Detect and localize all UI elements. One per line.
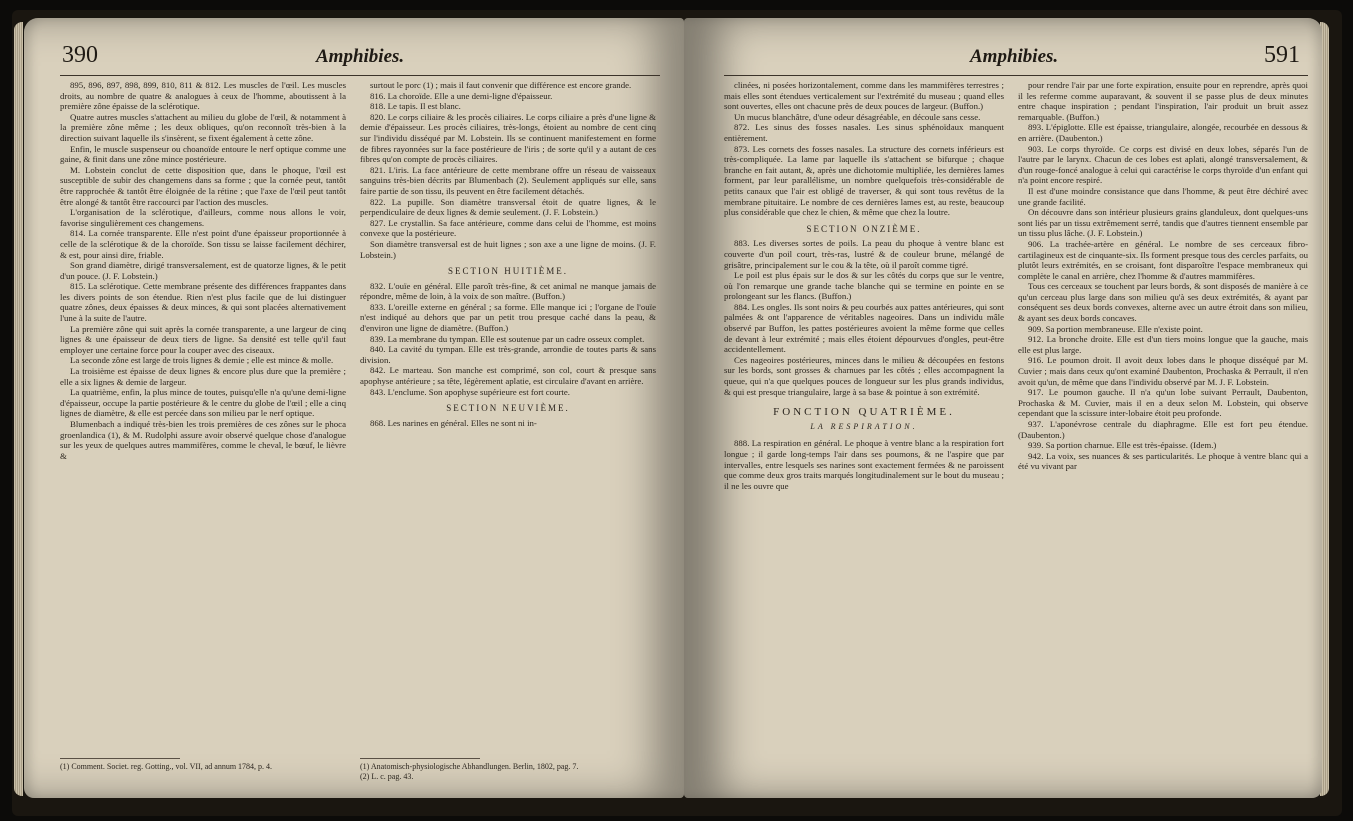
footnote-rule-left-2 bbox=[360, 758, 480, 759]
right-col2-paragraph: 912. La bronche droite. Elle est d'un tiers moins longue que la gauche, mais elle est plus large. bbox=[1018, 334, 1308, 355]
left-col1-paragraph: 814. La cornée transparente. Elle n'est point d'une épaisseur proportionnée à celle de la sclérotique & de la choroïde. Son tissu se laisse facilement déchirer, & est, pour ainsi dire, friable. bbox=[60, 228, 346, 260]
footnote-rule-left-1 bbox=[60, 758, 180, 759]
header-rule-left bbox=[60, 75, 660, 76]
right-page-column-2 bbox=[1018, 80, 1308, 472]
footnotes-left-col2 bbox=[360, 762, 656, 782]
footnote-line: (2) L. c. pag. 43. bbox=[360, 772, 414, 781]
footnote-line: (1) Anatomisch-physiologische Abhandlungen. Berlin, 1802, pag. 7. bbox=[360, 762, 579, 771]
left-col2-paragraph: 827. Le crystallin. Sa face antérieure, comme dans celui de l'homme, est moins convexe que la postérieure. bbox=[360, 217, 656, 239]
right-col2-paragraph: pour rendre l'air par une forte expiration, ensuite pour en reprendre, après quoi il les referme comme auparavant, & souvent il se passe plus de deux minutes entre chaque inspiration ; pendant l'inspiration, l'air produit un bruit assez remarquable. (Buffon.) bbox=[1018, 80, 1308, 122]
right-col1-paragraph: 872. Les sinus des fosses nasales. Les sinus sphénoïdaux manquent entièrement. bbox=[724, 122, 1004, 143]
right-col1-paragraph: 873. Les cornets des fosses nasales. La structure des cornets inférieurs est très-compliquée. La lame par laquelle ils s'attachent se bifurque ; chaque branche en fait autant, &, après une dichotomie multipliée, les dernières lames forment, par leur parallélisme, un nombre quelquefois très-considérable de petits canaux que l'air est obligé de traverser, & qui sont tous revêtus de la membrane pituitaire. Le nombre de ces dernières lames est, au reste, beaucoup plus considérable que chez le chien, & même que chez la loutre. bbox=[724, 143, 1004, 218]
left-page-column-1 bbox=[60, 80, 346, 461]
left-page-column-2 bbox=[360, 80, 656, 428]
right-col1-paragraph: Un mucus blanchâtre, d'une odeur désagréable, en découle sans cesse. bbox=[734, 111, 981, 122]
left-col2-paragraph: 821. L'iris. La face antérieure de cette membrane offre un réseau de vaisseaux sanguins très-bien décrits par Blumenbach (2). Seulement appliqués sur elle, sans faire partie de son tissu, ils peuvent en être facilement détachés. bbox=[360, 164, 656, 196]
right-col1-function-heading: FONCTION QUATRIÈME. bbox=[773, 406, 955, 419]
left-col2-section-heading: SECTION HUITIÈME. bbox=[448, 266, 568, 277]
left-col2-paragraph: 818. Le tapis. Il est blanc. bbox=[370, 101, 461, 112]
left-page bbox=[24, 18, 684, 798]
right-col1-section-heading: SECTION ONZIÈME. bbox=[806, 223, 922, 234]
right-col1-paragraph: 888. La respiration en général. Le phoque à ventre blanc a la respiration fort longue ; il garde long-temps l'air dans ses poumons, & ne l'aspire que par intervalles, entre lesquels ses narines sont exactement fermées & ne paroissent que comme deux gros traits marqués longitudinalement sur le bout du museau ; il ne les ouvre que bbox=[724, 438, 1004, 491]
left-col1-paragraph: L'organisation de la sclérotique, d'ailleurs, comme nous allons le voir, favorise singulièrement ces changemens. bbox=[60, 207, 346, 228]
right-col2-paragraph: 893. L'épiglotte. Elle est épaisse, triangulaire, alongée, recourbée en dessous & en arrière. (Daubenton.) bbox=[1018, 122, 1308, 143]
page-edges-left bbox=[14, 22, 23, 796]
right-col1-paragraph: 884. Les ongles. Ils sont noirs & peu courbés aux pattes antérieures, qui sont palmées & ont l'apparence de véritables nageoires. Dans un individu mâle observé par Buffon, les pattes postérieures avoient la même forme que celles de devant à leur extrémité ; mais elles étoient dépourvues d'ongles, peut-être accidentellement. bbox=[724, 301, 1004, 355]
left-col1-paragraph: La quatrième, enfin, la plus mince de toutes, puisqu'elle n'a qu'une demi-ligne d'épaisseur, occupe la partie postérieure & le centre du globe de l'œil ; elle a cinq lignes de diamètre, & elle est percée dans son milieu par le nerf optique. bbox=[60, 387, 346, 419]
right-page-column-1 bbox=[724, 80, 1004, 491]
left-col2-paragraph: 816. La choroïde. Elle a une demi-ligne d'épaisseur. bbox=[370, 90, 553, 101]
right-col2-paragraph: 939. Sa portion charnue. Elle est très-épaisse. (Idem.) bbox=[1028, 440, 1217, 451]
left-col1-paragraph: 895, 896, 897, 898, 899, 810, 811 & 812. Les muscles de l'œil. Les muscles droits, au nombre de quatre & analogues à ceux de l'homme, aboutissent à la première zône épaisse de la sclérotique. bbox=[60, 80, 346, 112]
left-col1-paragraph: La seconde zône est large de trois lignes & demie ; elle est mince & molle. bbox=[70, 355, 334, 366]
left-col1-paragraph: 815. La sclérotique. Cette membrane présente des différences frappantes dans les divers points de son étendue. Rien n'est plus facile que de lui distinguer quatre zônes, deux épaisses & deux minces, & qui sont placées alternativement l'une à la suite de l'autre. bbox=[60, 281, 346, 324]
left-col1-paragraph: Enfin, le muscle suspenseur ou choanoïde entoure le nerf optique comme une gaine, & finit dans une zône mince postérieure. bbox=[60, 143, 346, 165]
left-col2-paragraph: 832. L'ouïe en général. Elle paroît très-fine, & cet animal ne manque jamais de répondre, même de loin, à la voix de son maître. (Buffon.) bbox=[360, 280, 656, 302]
running-head-left: Amphibies. bbox=[316, 46, 405, 67]
right-col1-paragraph: 883. Les diverses sortes de poils. La peau du phoque à ventre blanc est couverte d'un poil court, très-ras, lustré & de couleur brune, mélangé de grisâtre, principalement sur le cou & la tête, où il paroît comme tigré. bbox=[724, 238, 1004, 270]
footnote-left-col1: (1) Comment. Societ. reg. Gotting., vol. VII, ad annum 1784, p. 4. bbox=[60, 762, 273, 771]
left-col2-paragraph: 820. Le corps ciliaire & les procès ciliaires. Le corps ciliaire a près d'une ligne & demie d'épaisseur. Les procès ciliaires, très-longs, étoient au nombre de cent cinq sur l'individu disséqué par M. Lobstein. Ils se continuent manifestement en forme de fibres rayonnées sur la face postérieure de l'iris ; de sorte qu'il y a autant de ces fibres qu'on compte de procès ciliaires. bbox=[360, 111, 656, 165]
left-col1-paragraph: La troisième est épaisse de deux lignes & encore plus dure que la première ; elle a six lignes & demie de largeur. bbox=[60, 366, 346, 387]
right-col2-paragraph: 916. Le poumon droit. Il avoit deux lobes dans le phoque disséqué par M. Cuvier ; mais dans ceux qu'ont examiné Daubenton, Prochaska & Perrault, il n'en avoit qu'un, de même que dans l'individu observé par M. J. F. Lobstein. bbox=[1018, 355, 1308, 387]
left-col1-paragraph: Blumenbach a indiqué très-bien les trois premières de ces zônes sur le phoca groenlandica (1), & M. Rudolphi assure avoir observé quelque chose d'analogue sur les yeux de quelques autres mammifères, comme le cheval, le bœuf, le lièvre & bbox=[60, 419, 346, 461]
left-col1-paragraph: La première zône qui suit après la cornée transparente, a une largeur de cinq lignes & une épaisseur de deux tiers de ligne. Sa densité est telle qu'il faut employer une certaine force pour la couper avec des ciseaux. bbox=[60, 323, 346, 355]
right-col1-paragraph: clinées, ni posées horizontalement, comme dans les mammifères terrestres ; mais elles sont étendues verticalement sur l'extrémité du museau ; quand elles sont ouvertes, elles ont chacune près de deux pouces de largeur. (Buffon.) bbox=[724, 80, 1004, 112]
right-col2-paragraph: 937. L'aponévrose centrale du diaphragme. Elle est fort peu étendue. (Daubenton.) bbox=[1018, 419, 1308, 440]
right-col2-paragraph: Il est d'une moindre consistance que dans l'homme, & peut être déchiré avec une grande facilité. bbox=[1018, 185, 1308, 207]
page-number-right: 591 bbox=[1264, 42, 1300, 68]
left-col2-section-heading: SECTION NEUVIÈME. bbox=[446, 403, 570, 414]
running-head-right: Amphibies. bbox=[970, 46, 1059, 67]
header-rule-right bbox=[724, 75, 1308, 76]
right-col2-paragraph: Tous ces cerceaux se touchent par leurs bords, & sont disposés de manière à ce qu'un cerceau plus large dans son milieu qu'à ses deux extrémités, & ayant par conséquent ses deux bords convexes, alterne avec un autre étroit dans son milieu, & ayant ses deux bords concaves. bbox=[1018, 281, 1308, 324]
right-col1-paragraph: Ces nageoires postérieures, minces dans le milieu & découpées en festons sur les bords, sont grosses & charnues par les côtés ; elles accompagnent la queue, qui n'a que quelques pouces de longueur sur les plus grands individus, & qui est presque triangulaire, large à sa base & pointue à son extrémité. bbox=[724, 354, 1004, 397]
right-col1-subheading: LA RESPIRATION. bbox=[810, 421, 918, 431]
right-col2-paragraph: 909. Sa portion membraneuse. Elle n'existe point. bbox=[1028, 323, 1203, 334]
left-col1-paragraph: Quatre autres muscles s'attachent au milieu du globe de l'œil, & notamment à la première zône même ; les deux obliques, qu'on reconnoît très-bien à la direction suivant laquelle ils s'insèrent, se fixent également à cette zône. bbox=[60, 111, 346, 143]
left-col2-paragraph: 868. Les narines en général. Elles ne sont ni in- bbox=[370, 417, 537, 428]
left-col2-paragraph: 842. Le marteau. Son manche est comprimé, son col, court & presque sans apophyse antérieure ; sa tête, légèrement aplatie, est circulaire d'avant en arrière. bbox=[360, 365, 656, 387]
left-col2-paragraph: surtout le porc (1) ; mais il faut convenir que différence est encore grande. bbox=[370, 80, 632, 90]
right-col1-paragraph: Le poil est plus épais sur le dos & sur les côtés du corps que sur le ventre, où l'on remarque une grande tache blanche qui se termine en pointe en se prolongeant sur les flancs. (Buffon.) bbox=[724, 270, 1004, 302]
left-col2-paragraph: 839. La membrane du tympan. Elle est soutenue par un cadre osseux complet. bbox=[370, 333, 645, 344]
page-number-left: 390 bbox=[62, 42, 98, 68]
left-col2-paragraph: 840. La cavité du tympan. Elle est très-grande, arrondie de toutes parts & sans division. bbox=[360, 344, 656, 365]
right-page bbox=[684, 18, 1322, 798]
right-col2-paragraph: 917. Le poumon gauche. Il n'a qu'un lobe suivant Perrault, Daubenton, Prochaska & M. Cuvier, mais il en a deux selon M. Lobstein, qui observe cependant que la scissure inter-lobaire étoit peu profonde. bbox=[1018, 387, 1308, 419]
left-col2-paragraph: 833. L'oreille externe en général ; sa forme. Elle manque ici ; l'organe de l'ouïe n'est indiqué au dehors que par un petit trou presque caché dans la peau, & d'environ une ligne de diamètre. (Buffon.) bbox=[360, 301, 656, 334]
right-col2-paragraph: On découvre dans son intérieur plusieurs grains glanduleux, dont quelques-uns sont liés par un tissu extrêmement serré, tandis que d'autres tiennent ensemble par un tissu plus lâche. (J. F. Lobstein.) bbox=[1018, 207, 1308, 239]
left-col2-paragraph: Son diamètre transversal est de huit lignes ; son axe a une ligne de moins. (J. F. Lobstein.) bbox=[360, 238, 656, 260]
left-col2-paragraph: 822. La pupille. Son diamètre transversal étoit de quatre lignes, & le perpendiculaire de deux lignes & demie seulement. (J. F. Lobstein.) bbox=[360, 196, 656, 218]
right-col2-paragraph: 903. Le corps thyroïde. Ce corps est divisé en deux lobes, séparés l'un de l'autre par le larynx. Chacun de ces lobes est aplati, alongé transversalement, & d'un rouge-foncé analogue à celui qui caractérise le corps thyroïde d'un enfant qui n'a point encore respiré. bbox=[1018, 143, 1308, 186]
right-col2-paragraph: 906. La trachée-artère en général. Le nombre de ses cerceaux fibro-cartilagineux est de cinquante-six. Ils forment presque tous des cercles parfaits, ou plutôt leurs extrémités, en se croisant, font disparoître l'espace membraneux qui complète le canal en arrière, chez l'homme & d'autres mammifères. bbox=[1018, 238, 1308, 281]
left-col1-paragraph: Son grand diamètre, dirigé transversalement, est de quatorze lignes, & le petit d'un pouce. (J. F. Lobstein.) bbox=[60, 260, 346, 281]
right-col2-paragraph: 942. La voix, ses nuances & ses particularités. Le phoque à ventre blanc qui a été vu vivant par bbox=[1018, 450, 1308, 472]
left-col1-paragraph: M. Lobstein conclut de cette disposition que, dans le phoque, l'œil est susceptible de subir des changemens dans sa forme ; que la cornée peut, tantôt être rapprochée & tantôt être éloignée de la rétine ; que l'axe de l'œil peut tantôt être alongé & tantôt être raccourci par l'action des muscles. bbox=[60, 164, 346, 207]
left-col2-paragraph: 843. L'enclume. Son apophyse supérieure est fort courte. bbox=[370, 386, 570, 397]
